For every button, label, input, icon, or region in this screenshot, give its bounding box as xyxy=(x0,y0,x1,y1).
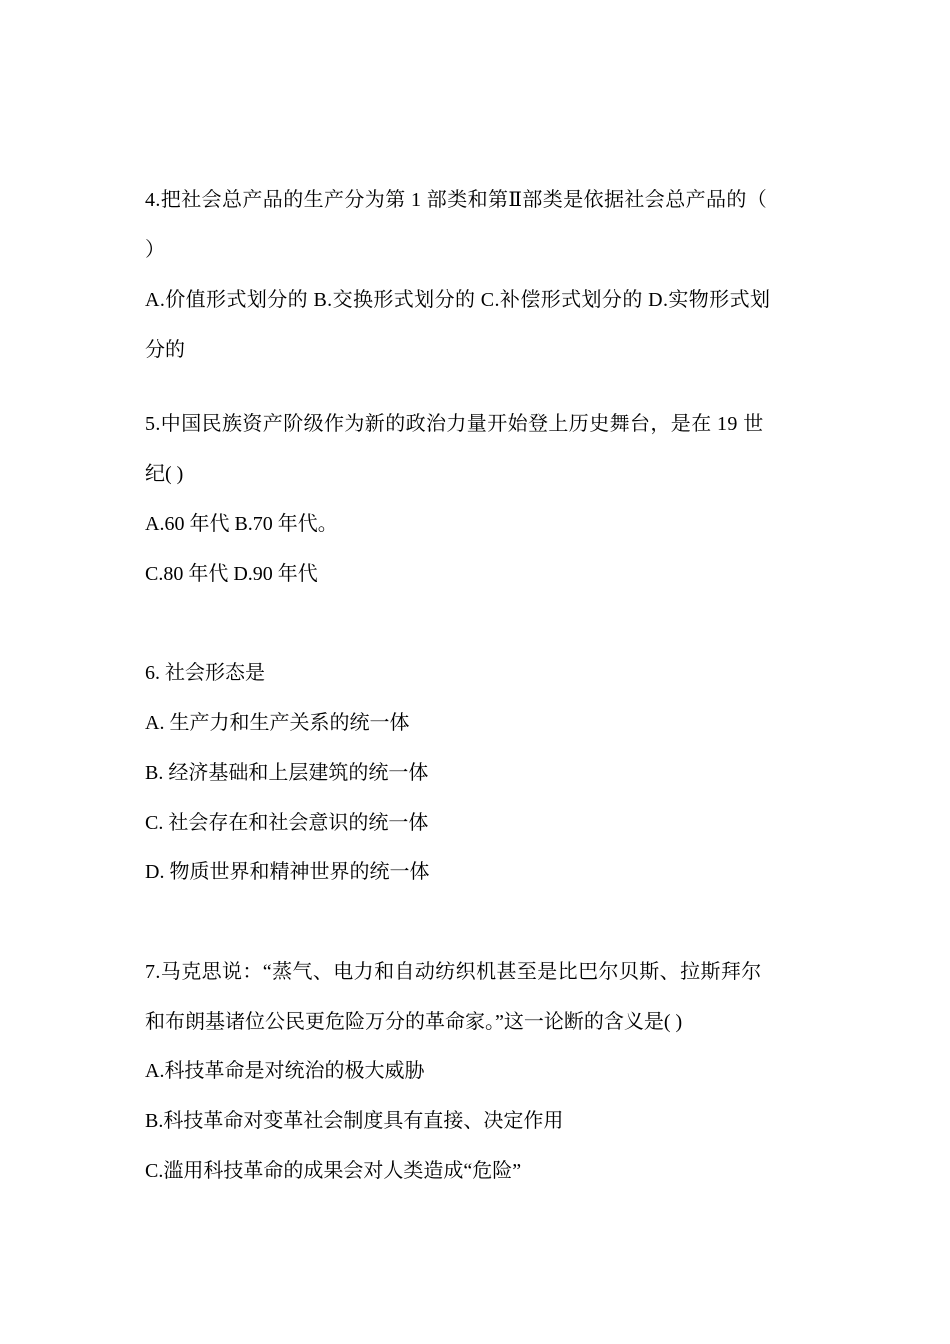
question-5-stem-line-2: 纪( ) xyxy=(145,463,184,485)
question-7-stem-line-2: 和布朗基诸位公民更危险万分的革命家。”这一论断的含义是( ) xyxy=(145,1011,683,1033)
question-7-option-b: B.科技革命对变革社会制度具有直接、决定作用 xyxy=(145,1110,564,1132)
question-7-option-c: C.滥用科技革命的成果会对人类造成“危险” xyxy=(145,1160,522,1182)
question-4-stem-line-2: ） xyxy=(145,239,165,261)
question-6-stem: 6. 社会形态是 xyxy=(145,662,265,684)
question-5-option-line-1: A.60 年代 B.70 年代。 xyxy=(145,513,338,535)
question-6-option-c: C. 社会存在和社会意识的统一体 xyxy=(145,812,429,834)
question-6-option-d: D. 物质世界和精神世界的统一体 xyxy=(145,861,430,883)
question-6-option-b: B. 经济基础和上层建筑的统一体 xyxy=(145,762,429,784)
question-4-options-line-1: A.价值形式划分的 B.交换形式划分的 C.补偿形式划分的 D.实物形式划 xyxy=(145,289,771,311)
question-6-option-a: A. 生产力和生产关系的统一体 xyxy=(145,712,410,734)
question-4-stem-line-1: 4.把社会总产品的生产分为第 1 部类和第Ⅱ部类是依据社会总产品的（ xyxy=(145,189,768,211)
question-5-stem-line-1: 5.中国民族资产阶级作为新的政治力量开始登上历史舞台，是在 19 世 xyxy=(145,413,764,435)
question-7-option-a: A.科技革命是对统治的极大威胁 xyxy=(145,1060,425,1082)
question-7-stem-line-1: 7.马克思说：“蒸气、电力和自动纺织机甚至是比巴尔贝斯、拉斯拜尔 xyxy=(145,961,762,983)
question-5-option-line-2: C.80 年代 D.90 年代 xyxy=(145,563,318,585)
question-4-options-line-2: 分的 xyxy=(145,339,185,361)
